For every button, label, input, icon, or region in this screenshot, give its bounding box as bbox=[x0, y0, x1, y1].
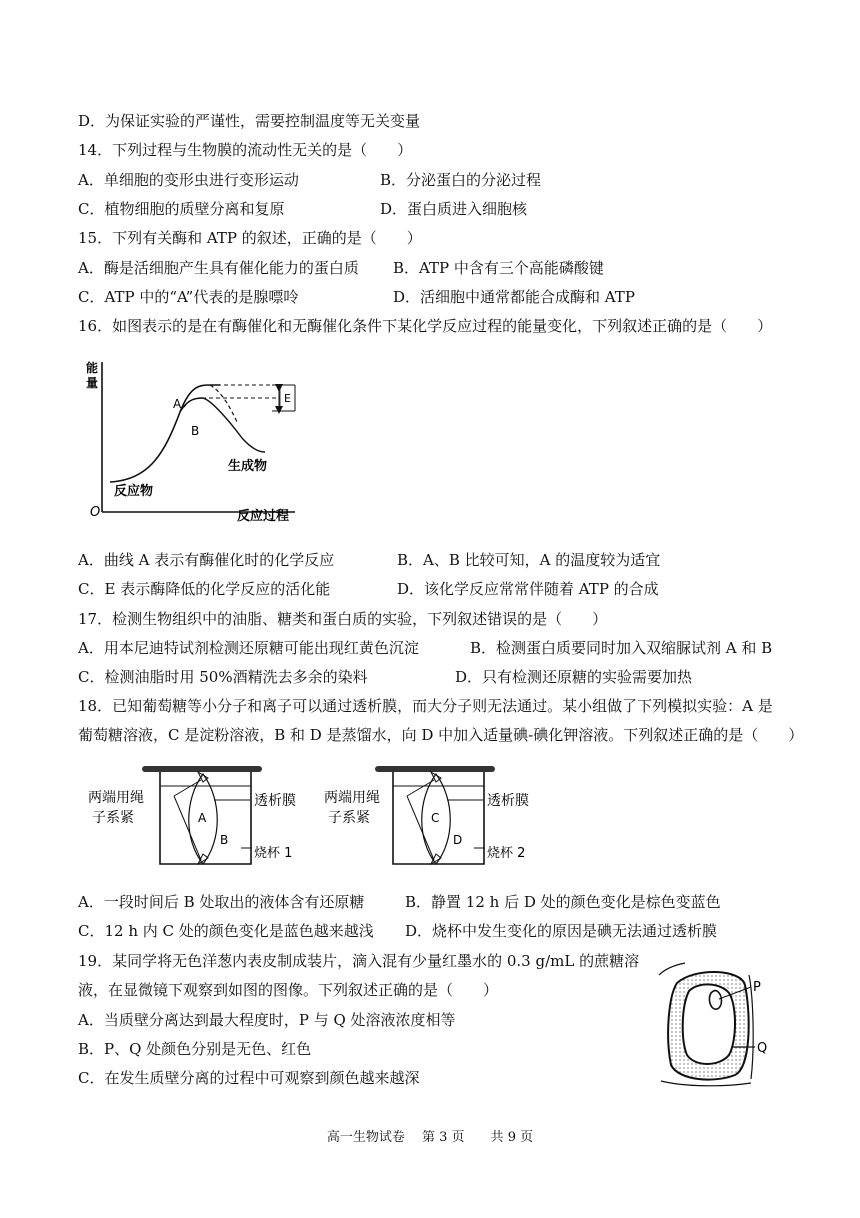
q15-option-b: B．ATP 中含有三个高能磷酸键 bbox=[393, 259, 604, 277]
q18-option-a: A．一段时间后 B 处取出的液体含有还原糖 bbox=[78, 893, 365, 911]
origin-label: O bbox=[90, 505, 101, 520]
rope-label-2a: 两端用绳 bbox=[324, 790, 380, 806]
product-label: 生成物 bbox=[228, 459, 268, 474]
q18-option-d: D．烧杯中发生变化的原因是碘无法通过透析膜 bbox=[405, 922, 718, 940]
page-footer: 高一生物试卷 第 3 页 共 9 页 bbox=[326, 1130, 534, 1145]
q19-option-c: C．在发生质壁分离的过程中可观察到颜色越来越深 bbox=[78, 1069, 420, 1087]
q19-stem-line1: 19．某同学将无色洋葱内表皮制成装片，滴入混有少量红墨水的 0.3 g/mL 的蔗糖溶 bbox=[78, 952, 640, 970]
q19-stem-line2: 液，在显微镜下观察到如图的图像。下列叙述正确的是（ ） bbox=[78, 981, 499, 999]
rope-label-1b: 子系紧 bbox=[92, 810, 134, 826]
q14-option-d: D．蛋白质进入细胞核 bbox=[380, 200, 528, 218]
q16-option-b: B．A、B 比较可知，A 的温度较为适宜 bbox=[397, 551, 661, 569]
q14-option-c: C．植物细胞的质壁分离和复原 bbox=[78, 200, 285, 218]
rope-label-2b: 子系紧 bbox=[328, 810, 370, 826]
q16-option-d: D．该化学反应常常伴随着 ATP 的合成 bbox=[397, 580, 659, 598]
label-b: B bbox=[191, 424, 200, 438]
membrane-label-1: 透析膜 bbox=[254, 793, 296, 809]
label-c: C bbox=[431, 811, 440, 825]
membrane-label-2: 透析膜 bbox=[487, 793, 529, 809]
q15-option-c: C．ATP 中的“A”代表的是腺嘌呤 bbox=[78, 288, 299, 306]
label-p: P bbox=[753, 980, 761, 995]
q17-option-b: B．检测蛋白质要同时加入双缩脲试剂 A 和 B bbox=[470, 639, 773, 657]
q17-option-d: D．只有检测还原糖的实验需要加热 bbox=[455, 668, 693, 686]
rope-label-1a: 两端用绳 bbox=[88, 790, 144, 806]
q17-option-c: C．检测油脂时用 50%酒精洗去多余的染料 bbox=[78, 668, 368, 686]
q16-option-c: C．E 表示酶降低的化学反应的活化能 bbox=[78, 580, 331, 598]
dialysis-diagram bbox=[86, 760, 546, 872]
q18-stem-line1: 18．已知葡萄糖等小分子和离子可以通过透析膜，而大分子则无法通过。某小组做了下列模拟实验：A 是 bbox=[78, 697, 773, 715]
label-q: Q bbox=[757, 1041, 768, 1056]
energy-diagram bbox=[80, 352, 320, 530]
beaker-label-2: 烧杯 2 bbox=[487, 846, 526, 861]
curve-a-tail bbox=[210, 385, 238, 424]
q15-option-d: D．活细胞中通常都能合成酶和 ATP bbox=[393, 288, 635, 306]
label-a: A bbox=[198, 811, 207, 825]
q14-stem: 14．下列过程与生物膜的流动性无关的是（ ） bbox=[78, 141, 413, 159]
label-b: B bbox=[220, 833, 229, 847]
q14-option-b: B．分泌蛋白的分泌过程 bbox=[380, 171, 542, 189]
q16-option-a: A．曲线 A 表示有酶催化时的化学反应 bbox=[78, 551, 335, 569]
label-e: E bbox=[284, 392, 291, 405]
q17-stem: 17．检测生物组织中的油脂、糖类和蛋白质的实验，下列叙述错误的是（ ） bbox=[78, 610, 608, 628]
y-axis-label-2: 量 bbox=[86, 376, 99, 390]
q19-option-a: A．当质壁分离达到最大程度时，P 与 Q 处溶液浓度相等 bbox=[78, 1011, 456, 1029]
q13-option-d: D．为保证实验的严谨性，需要控制温度等无关变量 bbox=[78, 112, 421, 130]
q18-stem-line2: 葡萄糖溶液，C 是淀粉溶液，B 和 D 是蒸馏水，向 D 中加入适量碘-碘化钾溶液。下列叙述正确的是（ ） bbox=[78, 726, 804, 744]
curve-a bbox=[110, 385, 220, 482]
reactant-label: 反应物 bbox=[114, 484, 154, 499]
label-d: D bbox=[453, 833, 463, 847]
q14-option-a: A．单细胞的变形虫进行变形运动 bbox=[78, 171, 299, 189]
q19-option-b: B．P、Q 处颜色分别是无色、红色 bbox=[78, 1040, 312, 1058]
plasmolysis-cell-diagram bbox=[655, 955, 780, 1090]
q17-option-a: A．用本尼迪特试剂检测还原糖可能出现红黄色沉淀 bbox=[78, 639, 419, 657]
q18-option-c: C．12 h 内 C 处的颜色变化是蓝色越来越浅 bbox=[78, 922, 374, 940]
x-axis-label: 反应过程 bbox=[237, 509, 290, 524]
beaker-label-1: 烧杯 1 bbox=[254, 846, 293, 861]
q18-option-b: B．静置 12 h 后 D 处的颜色变化是棕色变蓝色 bbox=[405, 893, 721, 911]
y-axis-label-1: 能 bbox=[86, 361, 99, 375]
q15-option-a: A．酶是活细胞产生具有催化能力的蛋白质 bbox=[78, 259, 359, 277]
q15-stem: 15．下列有关酶和 ATP 的叙述，正确的是（ ） bbox=[78, 229, 422, 247]
q16-stem: 16．如图表示的是在有酶催化和无酶催化条件下某化学反应过程的能量变化，下列叙述正确的是（ ） bbox=[78, 317, 773, 335]
label-a: A bbox=[173, 397, 182, 411]
